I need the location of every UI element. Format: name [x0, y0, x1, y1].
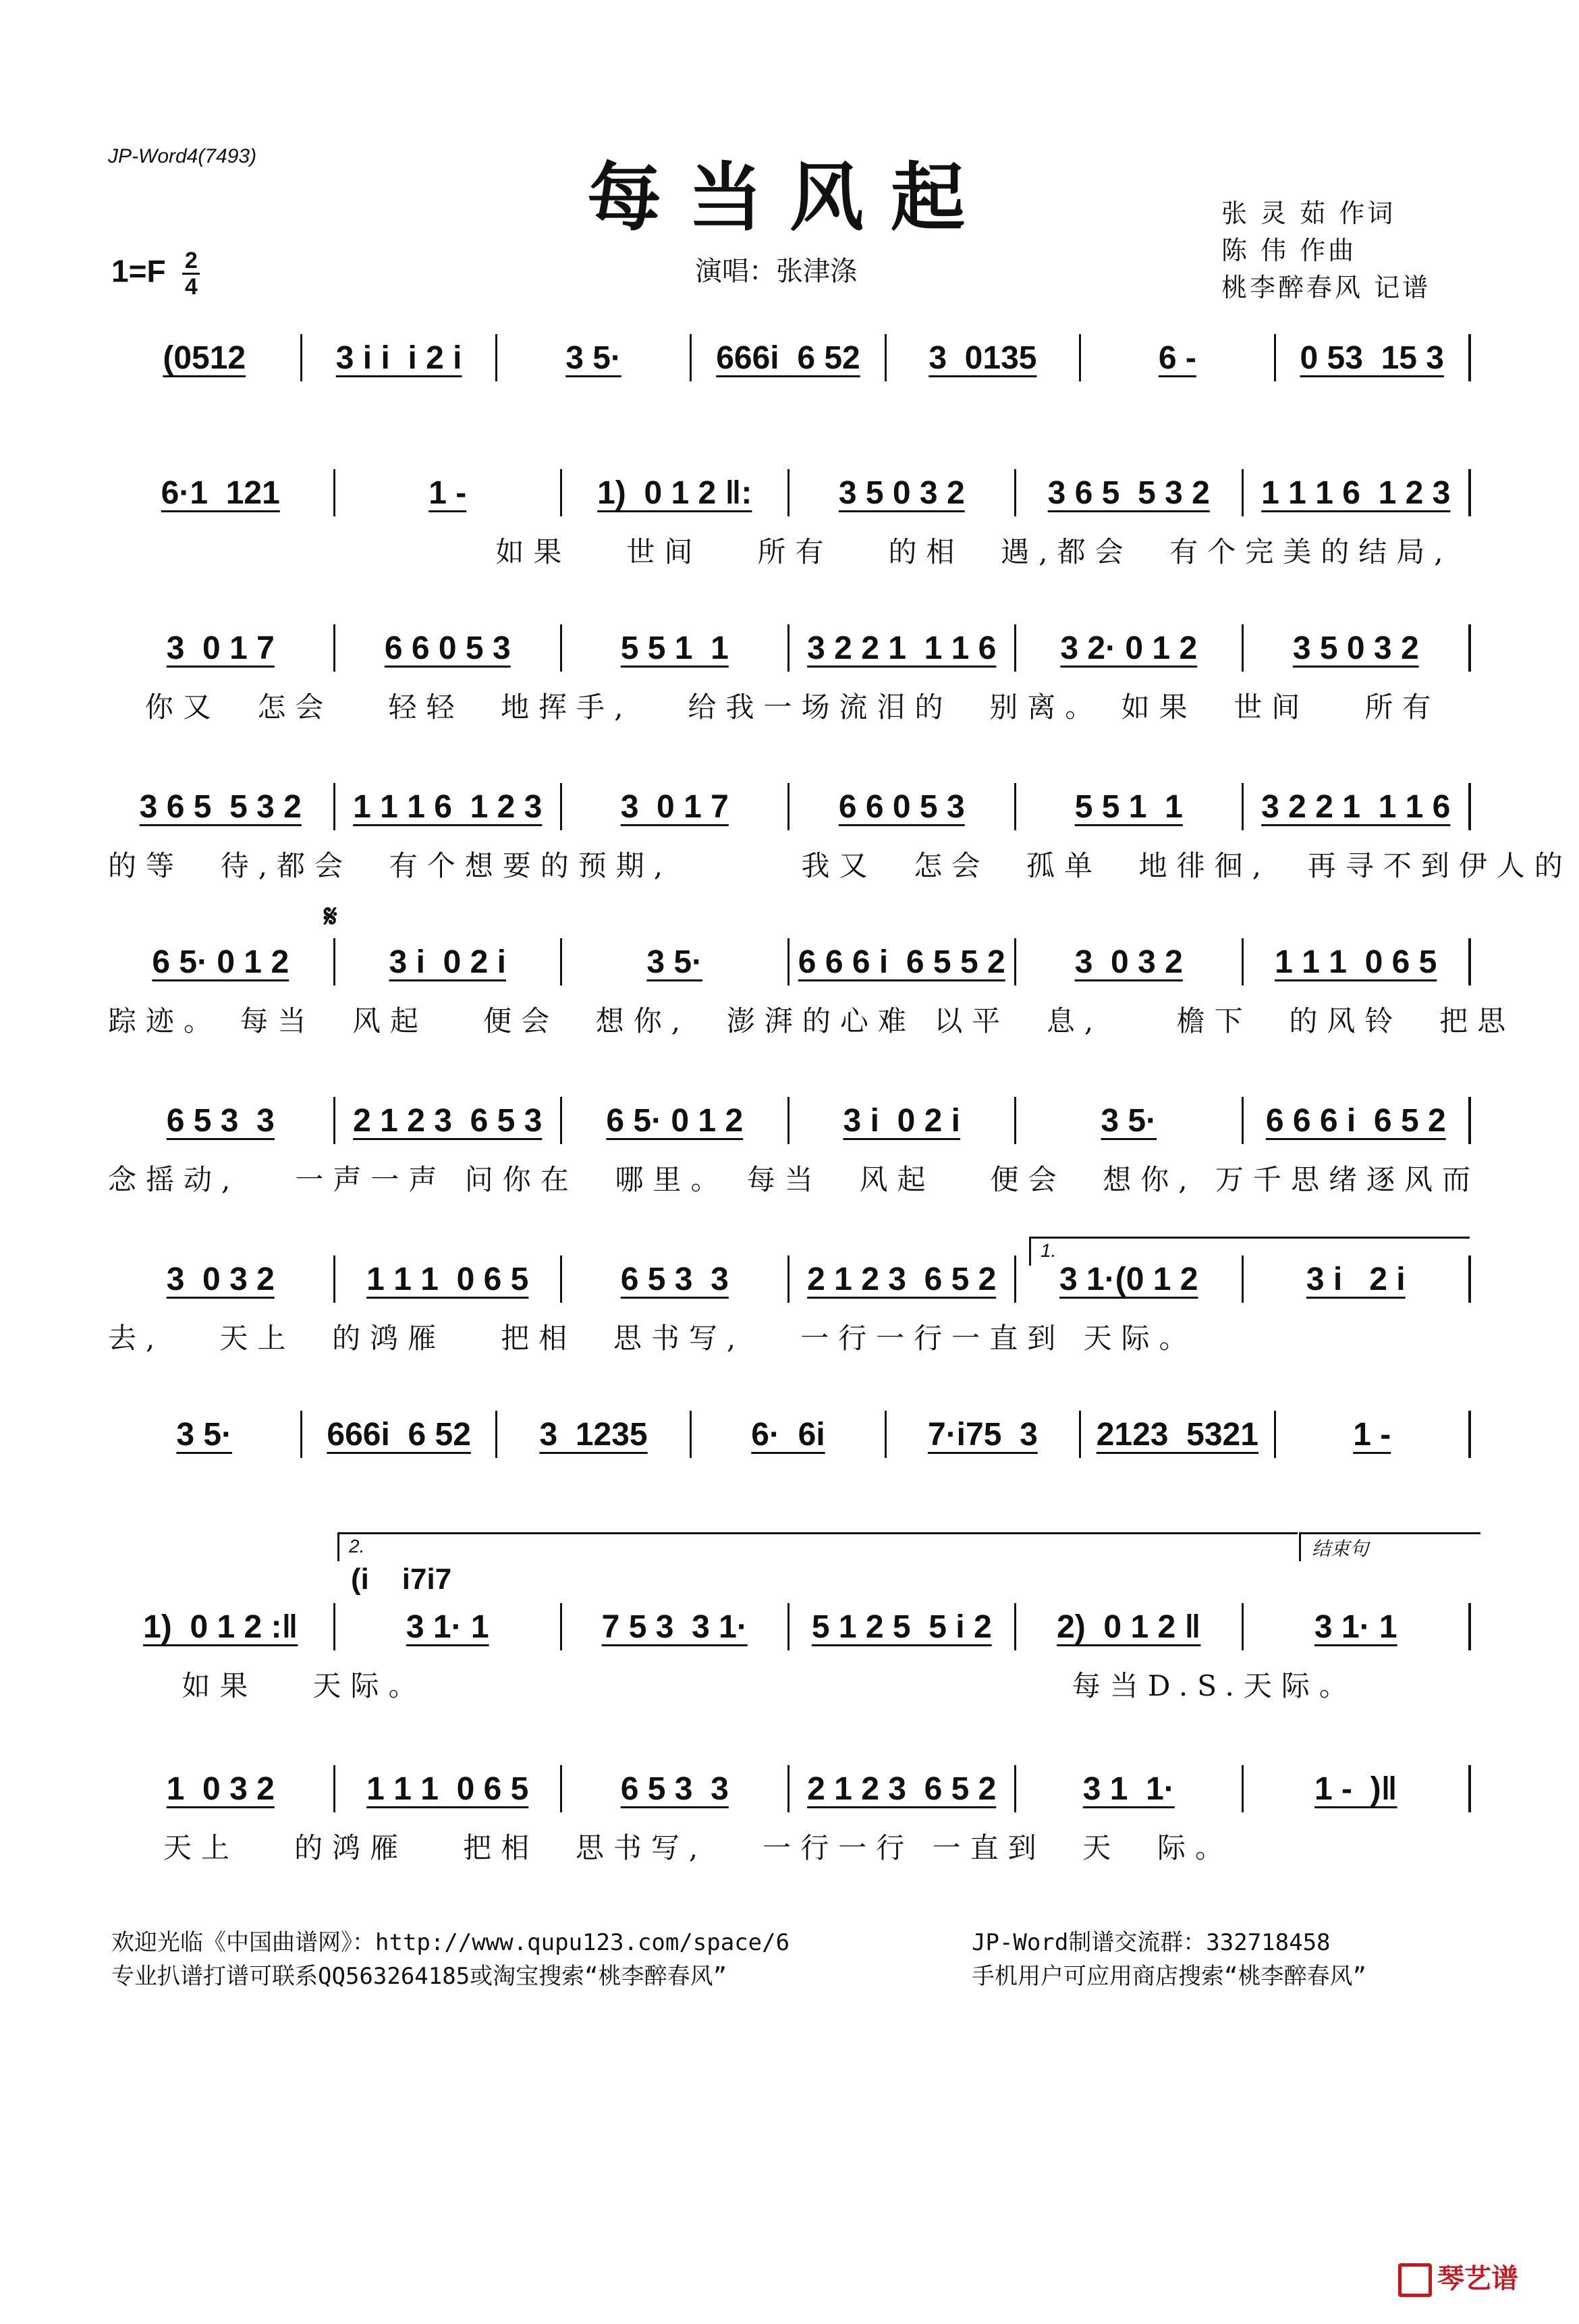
- lyrics-row: 去, 天上 的鸿雁 把相 思书写, 一行一行一直到 天际。: [108, 1322, 1197, 1355]
- measure-notes: 1 1 1 0 6 5: [366, 1261, 529, 1297]
- measure-notes: 6 5 3 3: [166, 1102, 275, 1139]
- measure: [692, 1411, 886, 1458]
- measure: [1081, 334, 1275, 381]
- score-system: [108, 1252, 1471, 1367]
- measure: [108, 334, 302, 381]
- site-logo: 琴艺谱: [1398, 2257, 1518, 2297]
- measure-notes: 6 6 0 5 3: [838, 788, 965, 825]
- measure-notes: 3 i 0 2 i: [843, 1102, 960, 1139]
- time-bottom: 4: [184, 274, 198, 300]
- time-top: 2: [184, 248, 198, 273]
- lyricist-credit: 张 灵 茹 作词: [1221, 198, 1396, 228]
- measure: [1244, 469, 1472, 516]
- measure: [562, 1255, 790, 1303]
- measure-notes: 5 5 1 1: [620, 630, 729, 666]
- measure-notes: 1 1 1 6 1 2 3: [1261, 475, 1451, 511]
- measure: [790, 1603, 1017, 1650]
- measure: [1016, 783, 1244, 830]
- measure-notes: 3 2 2 1 1 1 6: [807, 630, 997, 666]
- measure-notes: 6 5 3 3: [620, 1261, 729, 1297]
- measure: [887, 334, 1081, 381]
- measure-notes: 3 5·: [1101, 1102, 1157, 1139]
- measure: [1016, 624, 1244, 672]
- measure-notes: (0512: [163, 340, 246, 376]
- measure: [790, 1765, 1017, 1812]
- score-system: [108, 1762, 1471, 1876]
- measure: [790, 1255, 1017, 1303]
- measure-notes: 2123 5321: [1096, 1416, 1258, 1453]
- measure: [887, 1411, 1081, 1458]
- measure: [790, 624, 1017, 672]
- logo-icon: [1398, 2263, 1432, 2297]
- notes-row: [108, 780, 1471, 834]
- measure-notes: 2 1 2 3 6 5 3: [353, 1102, 543, 1139]
- lyrics-row: 念摇动, 一声一声 问你在 哪里。 每当 风起 便会 想你, 万千思绪逐风而: [108, 1163, 1480, 1196]
- measure: [1244, 1097, 1472, 1144]
- measure-notes: 2 1 2 3 6 5 2: [807, 1771, 997, 1807]
- footer-line2-left: 专业扒谱打谱可联系QQ563264185或淘宝搜索“桃李醉春风”: [111, 1963, 727, 1990]
- measure-notes: 6 5 3 3: [620, 1771, 729, 1807]
- footer-line1-right: JP-Word制谱交流群：332718458: [972, 1929, 1331, 1956]
- measure-notes: 3 0 3 2: [1074, 944, 1183, 980]
- measure-notes: 3 1235: [539, 1416, 648, 1453]
- measure-notes: 3 2 2 1 1 1 6: [1261, 788, 1451, 825]
- measure-notes: 6 6 6 i 6 5 2: [1265, 1102, 1446, 1139]
- measure-notes: 7·i75 3: [928, 1416, 1038, 1453]
- measure-notes: 1 1 1 0 6 5: [1275, 944, 1437, 980]
- transcriber-credit: 桃李醉春风 记谱: [1221, 273, 1431, 302]
- measure: [562, 1097, 790, 1144]
- key-label: 1=F: [111, 253, 166, 289]
- measure: [562, 469, 790, 516]
- measure: [335, 624, 563, 672]
- measure-notes: 3 2· 0 1 2: [1060, 630, 1198, 666]
- lyrics-row: 如果 世间 所有 的相 遇,都会 有个完美的结局,: [108, 535, 1453, 568]
- measure-notes: 3 6 5 5 3 2: [1047, 475, 1210, 511]
- score-system: [108, 1093, 1480, 1208]
- lyrics-row: 你又 怎会 轻轻 地挥手, 给我一场流泪的 别离。 如果 世间 所有: [108, 691, 1441, 724]
- measure: [1276, 334, 1471, 381]
- measure: [790, 938, 1017, 985]
- composer-credit: 陈 伟 作曲: [1221, 236, 1357, 265]
- measure: [1016, 469, 1244, 516]
- measure: [335, 469, 563, 516]
- measure: [108, 1603, 335, 1650]
- lyrics-row: 的等 待,都会 有个想要的预期, 我又 怎会 孤单 地徘徊, 再寻不到伊人的: [108, 849, 1572, 882]
- measure: [1244, 1765, 1472, 1812]
- volta-1: 1.: [1029, 1237, 1470, 1266]
- measure: [497, 1411, 692, 1458]
- measure: [302, 334, 497, 381]
- measure: [302, 1411, 497, 1458]
- ending-label: 结束句: [1299, 1532, 1480, 1561]
- measure: [335, 1603, 563, 1650]
- measure: [1244, 1603, 1472, 1650]
- footer-line1-left: 欢迎光临《中国曲谱网》：http://www.qupu123.com/space/6: [111, 1929, 790, 1956]
- measure-notes: 3 1· 1: [1314, 1609, 1397, 1645]
- measure-notes: 1 -: [1353, 1416, 1391, 1453]
- measure-notes: 6 5· 0 1 2: [606, 1102, 744, 1139]
- measure-notes: 2) 0 1 2 ‖: [1057, 1609, 1201, 1645]
- measure-notes: 2 1 2 3 6 5 2: [807, 1261, 997, 1297]
- lyrics-row: 踪迹。 每当 风起 便会 想你, 澎湃的心难 以平 息, 檐下 的风铃 把思: [108, 1004, 1516, 1037]
- measure: [335, 1765, 563, 1812]
- measure-notes: 3 5·: [565, 340, 621, 376]
- measure: [1081, 1411, 1275, 1458]
- version-label: JP-Word4(7493): [108, 145, 257, 167]
- footer-line2-right: 手机用户可应用商店搜索“桃李醉春风”: [972, 1963, 1366, 1990]
- measure-notes: 666i 6 52: [716, 340, 860, 376]
- notes-row: [108, 935, 1471, 989]
- measure: [1016, 1603, 1244, 1650]
- notes-row: [108, 331, 1471, 385]
- measure: [1016, 938, 1244, 985]
- measure: [790, 1097, 1017, 1144]
- measure: [108, 1765, 335, 1812]
- measure-notes: 3 0135: [929, 340, 1037, 376]
- measure: [1016, 1765, 1244, 1812]
- measure-notes: 1 0 3 2: [166, 1771, 275, 1807]
- measure: [108, 783, 335, 830]
- segno-sign: 𝄋: [324, 898, 337, 934]
- measure: [108, 938, 335, 985]
- alt-line: (i i7i7: [351, 1563, 452, 1596]
- measure: [108, 1097, 335, 1144]
- measure-notes: 3 i 2 i: [1306, 1261, 1406, 1297]
- notes-row: [108, 466, 1471, 520]
- measure: [1244, 624, 1472, 672]
- measure: [335, 1097, 563, 1144]
- measure-notes: 3 0 1 7: [166, 630, 275, 666]
- notes-row: [108, 1762, 1471, 1816]
- score-system: [108, 935, 1516, 1050]
- measure: [562, 624, 790, 672]
- measure-notes: 3 0 1 7: [620, 788, 729, 825]
- measure-notes: 5 1 2 5 5 i 2: [811, 1609, 992, 1645]
- lyrics-row: 如果 天际。 每当D.S.天际。: [108, 1669, 1357, 1702]
- measure: [497, 334, 692, 381]
- measure-notes: 6 6 6 i 6 5 5 2: [798, 944, 1005, 980]
- measure-notes: 3 i i i 2 i: [335, 340, 462, 376]
- measure-notes: 3 1·(0 1 2: [1059, 1261, 1198, 1297]
- measure: [562, 1765, 790, 1812]
- measure-notes: 3 5·: [176, 1416, 233, 1453]
- score-system: [108, 1407, 1471, 1522]
- singer-credit: 演唱：张津涤: [695, 256, 857, 287]
- measure-notes: 1 -: [428, 475, 467, 511]
- measure: [1244, 783, 1472, 830]
- score-system: [108, 780, 1572, 894]
- measure-notes: 0 53 15 3: [1300, 340, 1444, 376]
- measure: [108, 624, 335, 672]
- score-system: [108, 331, 1471, 445]
- measure: [790, 469, 1017, 516]
- measure-notes: 1) 0 1 2 :‖: [143, 1609, 298, 1645]
- measure: [790, 783, 1017, 830]
- measure: [1016, 1097, 1244, 1144]
- measure-notes: 5 5 1 1: [1074, 788, 1183, 825]
- measure-notes: 6·1 121: [161, 475, 280, 511]
- score-system: [108, 621, 1471, 736]
- notes-row: [108, 1093, 1471, 1147]
- measure: [562, 938, 790, 985]
- measure-notes: 6 6 0 5 3: [384, 630, 511, 666]
- measure: [108, 469, 335, 516]
- measure: [562, 783, 790, 830]
- measure-notes: 3 1 1·: [1082, 1771, 1175, 1807]
- measure-notes: 6 -: [1158, 340, 1196, 376]
- volta-2: 2.: [337, 1532, 1298, 1561]
- measure-notes: 3 i 0 2 i: [389, 944, 506, 980]
- measure: [335, 938, 563, 985]
- measure-notes: 3 5·: [646, 944, 703, 980]
- measure: [335, 783, 563, 830]
- score-system: [108, 466, 1471, 580]
- measure-notes: 7 5 3 3 1·: [601, 1609, 748, 1645]
- measure-notes: 6· 6i: [751, 1416, 825, 1453]
- measure: [108, 1411, 302, 1458]
- measure-notes: 3 0 3 2: [166, 1261, 275, 1297]
- measure-notes: 3 5 0 3 2: [838, 475, 965, 511]
- notes-row: [108, 621, 1471, 675]
- measure-notes: 666i 6 52: [327, 1416, 471, 1453]
- measure: [562, 1603, 790, 1650]
- lyrics-row: 天上 的鸿雁 把相 思书写, 一行一行 一直到 天 际。: [108, 1831, 1234, 1864]
- measure: [1244, 938, 1472, 985]
- measure-notes: 1) 0 1 2 ‖:: [597, 475, 752, 511]
- notes-row: [108, 1407, 1471, 1461]
- song-title: 每当风起: [587, 154, 992, 241]
- measure: [335, 1255, 563, 1303]
- notes-row: [108, 1600, 1471, 1654]
- time-signature: [182, 250, 200, 298]
- measure: [108, 1255, 335, 1303]
- measure-notes: 1 - )‖: [1314, 1771, 1397, 1807]
- key-signature: [111, 250, 200, 298]
- score-system: [108, 1600, 1471, 1714]
- measure-notes: 6 5· 0 1 2: [152, 944, 289, 980]
- measure-notes: 3 1· 1: [406, 1609, 489, 1645]
- measure-notes: 1 1 1 0 6 5: [366, 1771, 529, 1807]
- measure-notes: 3 6 5 5 3 2: [139, 788, 302, 825]
- measure-notes: 1 1 1 6 1 2 3: [353, 788, 543, 825]
- measure-notes: 3 5 0 3 2: [1292, 630, 1419, 666]
- measure: [692, 334, 886, 381]
- measure: [1276, 1411, 1471, 1458]
